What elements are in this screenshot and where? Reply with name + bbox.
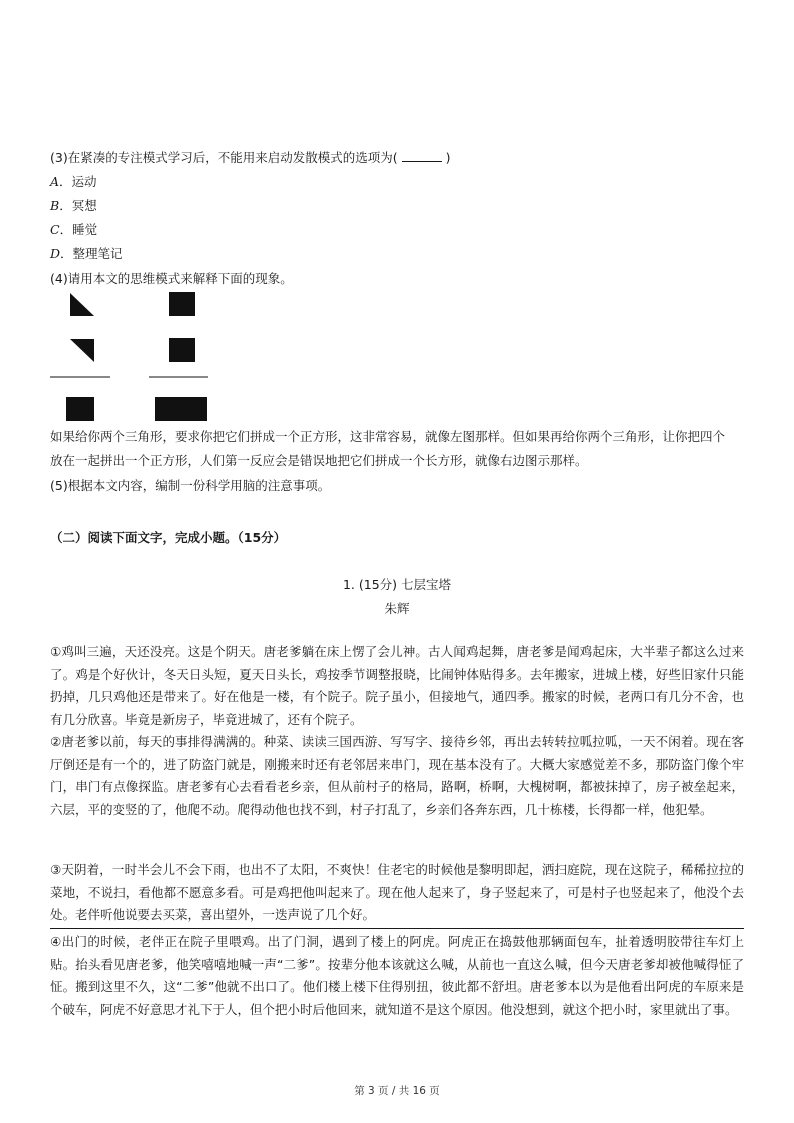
option-c	[50, 222, 97, 238]
option-b	[50, 198, 97, 214]
page-footer: 第 3 页 / 共 16 页	[354, 1085, 440, 1097]
square-bottom-right	[169, 338, 195, 362]
explanation-line-1: 如果给你两个三角形，要求你把它们拼成一个正方形，这非常容易，就像左图那样。但如果再给你两个三角形，让你把四个	[50, 429, 726, 444]
story-title: 1. (15分) 七层宝塔	[342, 577, 452, 592]
triangle-top-left	[70, 293, 94, 316]
shapes-figure	[48, 290, 218, 424]
rectangle-result-right	[155, 397, 207, 421]
question-3-paren: )	[445, 150, 451, 165]
square-top-right	[169, 292, 195, 316]
story-paragraph-2: ②唐老爹以前，每天的事排得满满的。种菜、读读三国西游、写写字、接待乡邻，再出去转转拉呱拉呱，一天不闲着。现在客厅倒还是有一个的，进了防盗门就是，刚搬来时还有老邻居来串门，现在基本没有了。大概大家感觉差不多，那防盗门像个牢门，串门有点像探监。唐老爹有心去看看老乡亲，但从前村子的格局，路啊，桥啊，大槐树啊，都被抹掉了，房子被垒起来，六层，平的变竖的了，他爬不动。爬得动他也找不到，村子打乱了，乡亲们各奔东西，几十栋楼，长得都一样，他犯晕。	[50, 734, 744, 817]
question-4-stem: (4)请用本文的思维模式来解释下面的现象。	[50, 271, 293, 286]
option-text: ．睡觉	[59, 222, 98, 237]
answer-blank[interactable]	[402, 149, 442, 162]
option-letter: B	[50, 198, 60, 213]
story-paragraph-3: ③天阴着，一时半会儿不会下雨，也出不了太阳，不爽快！住老宅的时候他是黎明即起，洒扫庭院，现在这院子，稀稀拉拉的菜地，不说扫，看他都不愿意多看。可是鸡把他叫起来了。现在他人起来了，身子竖起来了，可是村子也竖起来了，他没个去处。老伴听他说要去买菜，喜出望外，一迭声说了几个好。	[50, 862, 744, 923]
question-3-stem	[50, 149, 450, 166]
horizontal-rule	[50, 928, 744, 929]
section-2-heading: （二）阅读下面文字，完成小题。（15分）	[50, 530, 287, 545]
square-result-left	[66, 397, 94, 421]
option-letter: C	[50, 222, 60, 237]
option-letter: D	[50, 246, 61, 261]
option-a	[50, 174, 97, 190]
question-5-stem: (5)根据本文内容，编制一份科学用脑的注意事项。	[50, 478, 331, 493]
story-paragraph-4: ④出门的时候，老伴正在院子里喂鸡。出了门洞，遇到了楼上的阿虎。阿虎正在捣鼓他那辆面包车，扯着透明胶带往车灯上贴。抬头看见唐老爹，他笑嘻嘻地喊一声“二爹”。按辈分他本该就这么喊，从前也一直这么喊，但今天唐老爹却被他喊得怔了怔。搬到这里不久，这“二爹”他就不出口了。他们楼上楼下住得别扭，彼此都不舒坦。唐老爹本以为是他看出阿虎的车原来是个破车，阿虎不好意思才礼下于人，但个把小时后他回来，就知道不是这个原因。他没想到，就这个把小时，家里就出了事。	[50, 934, 744, 1017]
triangle-bottom-left	[70, 339, 94, 362]
story-author: 朱辉	[384, 601, 410, 616]
option-d	[50, 246, 123, 262]
explanation-line-2: 放在一起拼出一个正方形，人们第一反应会是错误地把它们拼成一个长方形，就像右边图示那样。	[50, 453, 588, 468]
option-letter: A	[50, 174, 60, 189]
story-paragraph-1: ①鸡叫三遍，天还没亮。这是个阴天。唐老爹躺在床上愣了会儿神。古人闻鸡起舞，唐老爹是闻鸡起床，大半辈子都这么过来了。鸡是个好伙计，冬天日头短，夏天日头长，鸡按季节调整报晓，比闹钟体贴得多。去年搬家，进城上楼，好些旧家什只能扔掉，几只鸡他还是带来了。好在他是一楼，有个院子。院子虽小，但接地气，通四季。搬家的时候，老两口有几分不舍，也有几分欣喜。毕竟是新房子，毕竟进城了，还有个院子。	[50, 644, 744, 727]
option-text: ．运动	[59, 174, 97, 189]
option-text: ．冥想	[59, 198, 97, 213]
question-3-text: (3)在紧凑的专注模式学习后，不能用来启动发散模式的选项为(	[50, 150, 398, 165]
option-text: ．整理笔记	[60, 246, 123, 261]
